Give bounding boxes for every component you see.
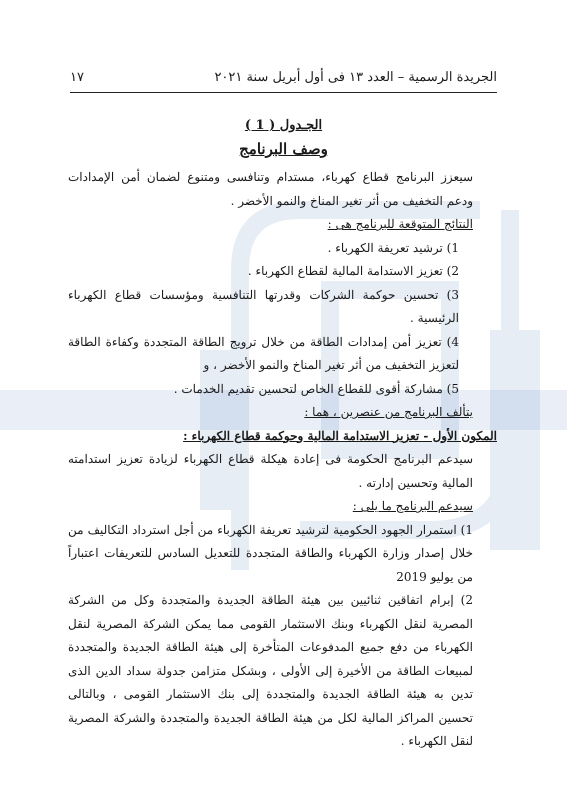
page-header bbox=[70, 66, 497, 88]
outcome-item: 3) تحسين حوكمة الشركات وقدرتها التنافسية ومؤسسات قطاع الكهرباء الرئيسية . bbox=[68, 287, 459, 325]
outcomes-heading: النتائج المتوقعة للبرنامج هى : bbox=[327, 217, 473, 231]
table-title: الجـدول ( 1 ) bbox=[244, 118, 323, 133]
outcome-item: 2) تعزيز الاستدامة المالية لقطاع الكهرباء . bbox=[247, 264, 459, 278]
intro-paragraph: سيعزز البرنامج قطاع كهرباء، مستدام وتنافسى ومتنوع لضمان أمن الإمدادات ودعم التخفيف من أثر تغير المناخ والنمو الأخضر . bbox=[68, 170, 473, 208]
page-number: ١٧ bbox=[70, 69, 84, 85]
component-1-title: المكون الأول - تعزيز الاستدامة المالية وحوكمة قطاع الكهرباء : bbox=[183, 428, 497, 443]
support-item: 1) استمرار الجهود الحكومية لترشيد تعريفة الكهرباء من أجل استرداد التكاليف من خلال إصدار وزارة الكهرباء والطاقة المتجددة للتعديل السادس للتعريفات اعتباراً من يوليو 2019 bbox=[68, 522, 473, 584]
components-intro: يتألف البرنامج من عنصرين ، هما : bbox=[304, 405, 473, 419]
outcome-item: 1) ترشيد تعريفة الكهرباء . bbox=[327, 240, 459, 255]
header-divider bbox=[70, 92, 497, 93]
component-1-text: سيدعم البرنامج الحكومة فى إعادة هيكلة قطاع الكهرباء لزيادة تعزيز استدامته المالية وتحسين إدارته . bbox=[68, 452, 473, 490]
outcome-item: 4) تعزيز أمن إمدادات الطاقة من خلال ترويج الطاقة المتجددة وكفاءة الطاقة لتعزيز التخفيف من أثر تغير المناخ والنمو الأخضر ، و bbox=[68, 334, 459, 372]
support-item: 2) إبرام اتفاقين ثنائيين بين هيئة الطاقة الجديدة والمتجددة وكل من الشركة المصرية لنقل الكهرباء وبنك الاستثمار القومى مما يمكن الشركة المصرية لنقل الكهرباء من دفع جميع المدفوعات المتأخرة إلى هيئة الطاقة الجديدة والمتجددة لمبيعات الطاقة من الأخيرة إلى الأولى ، وبشكل متزامن جدولة سداد الدين الذى تدين به هيئة الطاقة الجديدة والمتجددة إلى بنك الاستثمار القومى ، وبالتالى تحسين المراكز المالية لكل من هيئة الطاقة الجديدة والمتجددة والشركة المصرية لنقل الكهرباء . bbox=[68, 593, 473, 748]
publication-line: الجريدة الرسمية – العدد ١٣ فى أول أبريل سنة ٢٠٢١ bbox=[214, 69, 497, 85]
support-heading: سيدعم البرنامج ما يلى : bbox=[352, 499, 473, 513]
outcome-item: 5) مشاركة أقوى للقطاع الخاص لتحسين تقديم الخدمات . bbox=[173, 381, 459, 396]
document-body bbox=[68, 166, 497, 754]
section-title: وصف البرنامج bbox=[239, 140, 328, 158]
